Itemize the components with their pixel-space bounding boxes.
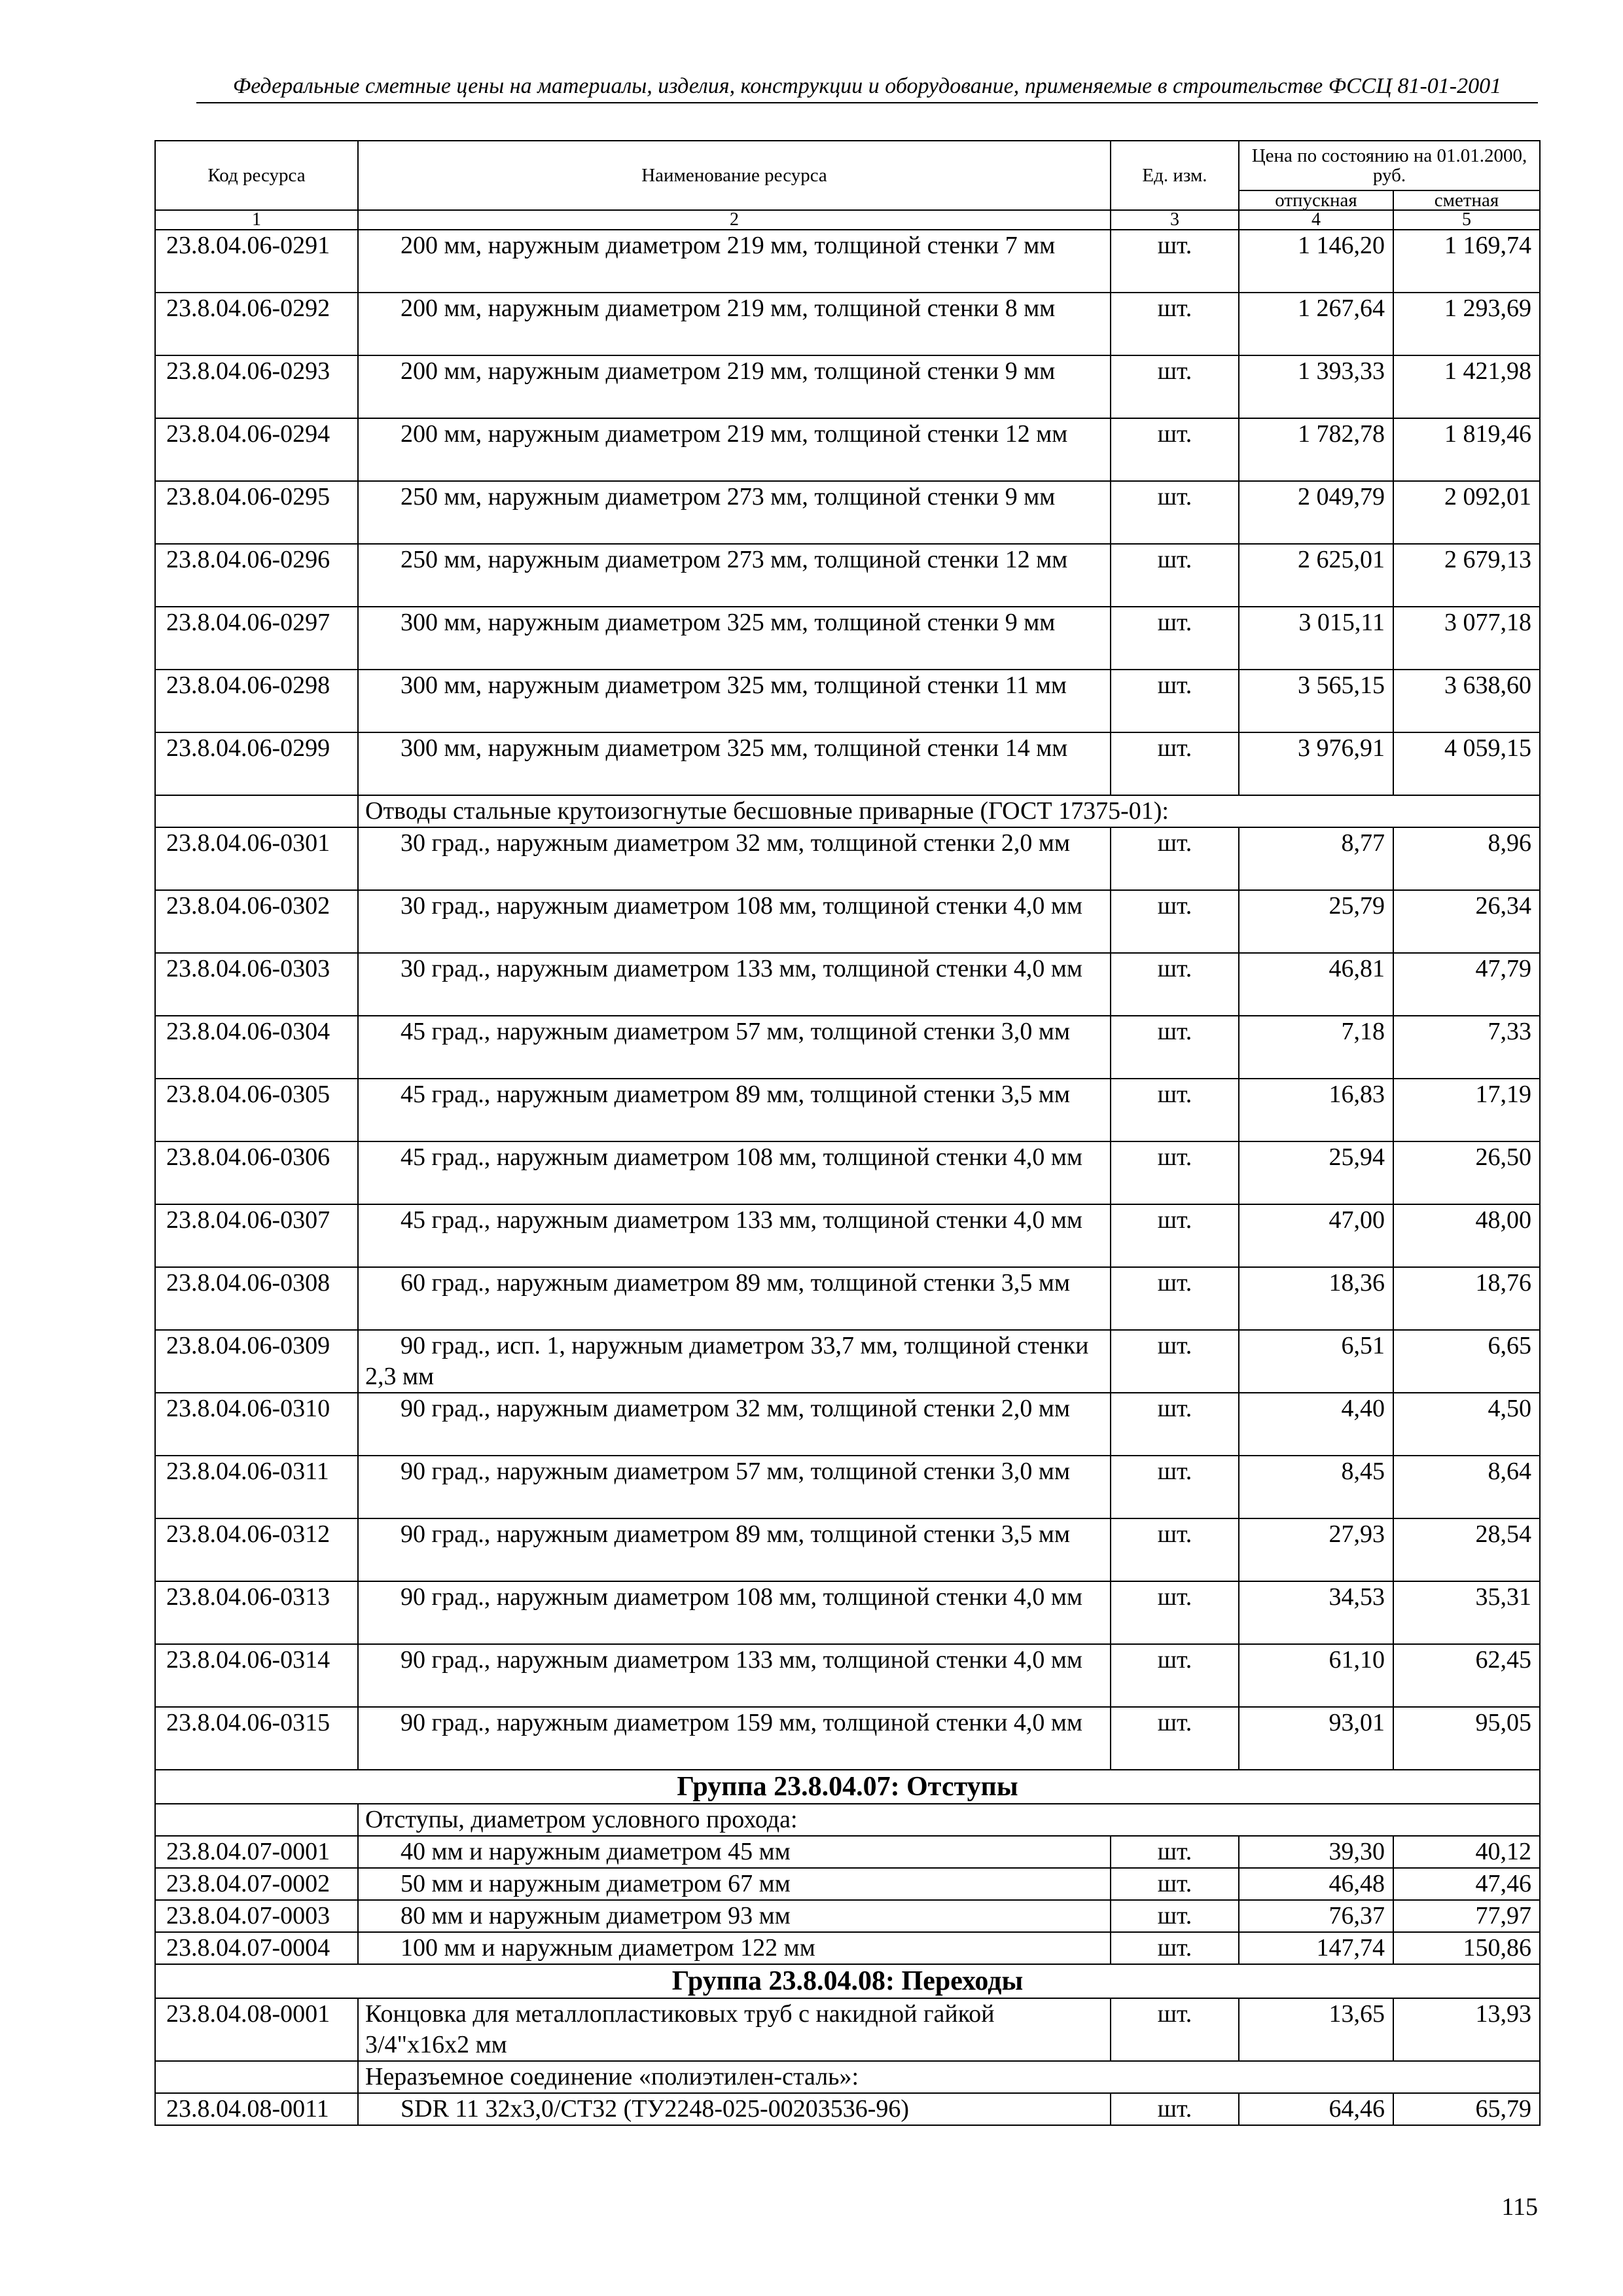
unit-of-measure: шт. xyxy=(1111,544,1239,607)
release-price: 61,10 xyxy=(1239,1644,1393,1707)
unit-of-measure: шт. xyxy=(1111,1707,1239,1770)
resource-code: 23.8.04.08-0001 xyxy=(155,1998,358,2061)
resource-code: 23.8.04.06-0293 xyxy=(155,355,358,418)
resource-name xyxy=(358,1141,1111,1204)
estimate-price: 48,00 xyxy=(1393,1204,1540,1267)
resource-code: 23.8.04.06-0311 xyxy=(155,1456,358,1518)
resource-name-text: 60 град., наружным диаметром 89 мм, толщиной стенки 3,5 мм xyxy=(401,1269,1070,1297)
section-row xyxy=(155,2061,1540,2093)
table-row xyxy=(155,1581,1540,1644)
resource-code: 23.8.04.06-0296 xyxy=(155,544,358,607)
resource-name xyxy=(358,1900,1111,1932)
resource-name-text: 90 град., наружным диаметром 159 мм, толщиной стенки 4,0 мм xyxy=(401,1709,1082,1736)
group-title: Группа 23.8.04.07: Отступы xyxy=(155,1770,1540,1804)
group-row xyxy=(155,1964,1540,1998)
unit-of-measure: шт. xyxy=(1111,1518,1239,1581)
release-price: 25,79 xyxy=(1239,890,1393,953)
estimate-price: 8,96 xyxy=(1393,827,1540,890)
resource-name xyxy=(358,481,1111,544)
unit-of-measure: шт. xyxy=(1111,2093,1239,2125)
estimate-price: 2 092,01 xyxy=(1393,481,1540,544)
resource-name-text: 200 мм, наружным диаметром 219 мм, толщиной стенки 7 мм xyxy=(401,232,1056,259)
page-number: 115 xyxy=(1501,2193,1538,2221)
resource-name-text: 200 мм, наружным диаметром 219 мм, толщиной стенки 8 мм xyxy=(401,295,1056,322)
unit-of-measure: шт. xyxy=(1111,293,1239,355)
unit-of-measure: шт. xyxy=(1111,953,1239,1016)
resource-code: 23.8.04.06-0291 xyxy=(155,230,358,293)
unit-of-measure: шт. xyxy=(1111,1932,1239,1964)
resource-code: 23.8.04.07-0004 xyxy=(155,1932,358,1964)
resource-code: 23.8.04.06-0306 xyxy=(155,1141,358,1204)
release-price: 47,00 xyxy=(1239,1204,1393,1267)
table-row xyxy=(155,230,1540,293)
header-price-release: отпускная xyxy=(1239,190,1393,210)
table-row xyxy=(155,827,1540,890)
estimate-price: 65,79 xyxy=(1393,2093,1540,2125)
resource-name-text: 45 град., наружным диаметром 57 мм, толщиной стенки 3,0 мм xyxy=(401,1018,1070,1045)
resource-name xyxy=(358,953,1111,1016)
release-price: 6,51 xyxy=(1239,1330,1393,1393)
column-number-row xyxy=(155,210,1540,230)
unit-of-measure: шт. xyxy=(1111,732,1239,795)
resource-name-text: 100 мм и наружным диаметром 122 мм xyxy=(401,1934,815,1962)
resource-name xyxy=(358,1204,1111,1267)
resource-code: 23.8.04.06-0313 xyxy=(155,1581,358,1644)
column-number: 1 xyxy=(155,210,358,230)
resource-code: 23.8.04.07-0003 xyxy=(155,1900,358,1932)
release-price: 25,94 xyxy=(1239,1141,1393,1204)
resource-name-text: 300 мм, наружным диаметром 325 мм, толщиной стенки 9 мм xyxy=(401,609,1056,636)
estimate-price: 35,31 xyxy=(1393,1581,1540,1644)
price-table xyxy=(154,140,1541,2126)
section-row xyxy=(155,795,1540,827)
estimate-price: 40,12 xyxy=(1393,1836,1540,1868)
unit-of-measure: шт. xyxy=(1111,355,1239,418)
resource-name-text: 40 мм и наружным диаметром 45 мм xyxy=(401,1838,791,1865)
estimate-price: 1 169,74 xyxy=(1393,230,1540,293)
resource-name xyxy=(358,1330,1111,1393)
table-row xyxy=(155,481,1540,544)
release-price: 147,74 xyxy=(1239,1932,1393,1964)
resource-name xyxy=(358,1707,1111,1770)
estimate-price: 77,97 xyxy=(1393,1900,1540,1932)
table-row xyxy=(155,670,1540,732)
release-price: 46,48 xyxy=(1239,1868,1393,1900)
unit-of-measure: шт. xyxy=(1111,1644,1239,1707)
group-row xyxy=(155,1770,1540,1804)
release-price: 34,53 xyxy=(1239,1581,1393,1644)
release-price: 1 393,33 xyxy=(1239,355,1393,418)
estimate-price: 18,76 xyxy=(1393,1267,1540,1330)
resource-name xyxy=(358,1998,1111,2061)
resource-name xyxy=(358,890,1111,953)
resource-name-text: 300 мм, наружным диаметром 325 мм, толщиной стенки 14 мм xyxy=(401,734,1068,762)
unit-of-measure: шт. xyxy=(1111,1204,1239,1267)
header-price-estimate: сметная xyxy=(1393,190,1540,210)
section-title: Отводы стальные крутоизогнутые бесшовные приварные (ГОСТ 17375-01): xyxy=(358,795,1540,827)
section-title: Неразъемное соединение «полиэтилен-сталь»: xyxy=(358,2061,1540,2093)
header-name: Наименование ресурса xyxy=(358,141,1111,210)
unit-of-measure: шт. xyxy=(1111,670,1239,732)
release-price: 39,30 xyxy=(1239,1836,1393,1868)
resource-name-text: 45 град., наружным диаметром 108 мм, толщиной стенки 4,0 мм xyxy=(401,1143,1082,1171)
release-price: 93,01 xyxy=(1239,1707,1393,1770)
table-row xyxy=(155,1393,1540,1456)
table-row xyxy=(155,1868,1540,1900)
resource-code: 23.8.04.07-0001 xyxy=(155,1836,358,1868)
resource-code: 23.8.04.06-0295 xyxy=(155,481,358,544)
resource-name-text: 90 град., наружным диаметром 32 мм, толщиной стенки 2,0 мм xyxy=(401,1395,1070,1422)
resource-name-text: 90 град., наружным диаметром 108 мм, толщиной стенки 4,0 мм xyxy=(401,1583,1082,1611)
release-price: 1 782,78 xyxy=(1239,418,1393,481)
table-row xyxy=(155,732,1540,795)
release-price: 8,77 xyxy=(1239,827,1393,890)
unit-of-measure: шт. xyxy=(1111,607,1239,670)
estimate-price: 3 638,60 xyxy=(1393,670,1540,732)
estimate-price: 47,46 xyxy=(1393,1868,1540,1900)
release-price: 13,65 xyxy=(1239,1998,1393,2061)
resource-name-text: SDR 11 32х3,0/СТ32 (ТУ2248-025-00203536-96) xyxy=(401,2095,910,2123)
resource-name xyxy=(358,230,1111,293)
unit-of-measure: шт. xyxy=(1111,1900,1239,1932)
resource-name xyxy=(358,1456,1111,1518)
column-number: 5 xyxy=(1393,210,1540,230)
resource-name-text: 300 мм, наружным диаметром 325 мм, толщиной стенки 11 мм xyxy=(401,672,1067,699)
estimate-price: 4,50 xyxy=(1393,1393,1540,1456)
estimate-price: 8,64 xyxy=(1393,1456,1540,1518)
resource-name xyxy=(358,1581,1111,1644)
unit-of-measure: шт. xyxy=(1111,1141,1239,1204)
section-title: Отступы, диаметром условного прохода: xyxy=(358,1804,1540,1836)
unit-of-measure: шт. xyxy=(1111,1581,1239,1644)
resource-code: 23.8.04.06-0292 xyxy=(155,293,358,355)
resource-code: 23.8.04.06-0294 xyxy=(155,418,358,481)
release-price: 46,81 xyxy=(1239,953,1393,1016)
resource-name-text: 45 град., наружным диаметром 133 мм, толщиной стенки 4,0 мм xyxy=(401,1206,1082,1234)
estimate-price: 2 679,13 xyxy=(1393,544,1540,607)
release-price: 2 625,01 xyxy=(1239,544,1393,607)
table-row xyxy=(155,607,1540,670)
resource-code: 23.8.04.06-0298 xyxy=(155,670,358,732)
table-row xyxy=(155,1836,1540,1868)
resource-code: 23.8.04.06-0307 xyxy=(155,1204,358,1267)
release-price: 76,37 xyxy=(1239,1900,1393,1932)
unit-of-measure: шт. xyxy=(1111,1079,1239,1141)
estimate-price: 47,79 xyxy=(1393,953,1540,1016)
table-row xyxy=(155,1016,1540,1079)
header-price-group: Цена по состоянию на 01.01.2000, руб. xyxy=(1239,141,1540,190)
release-price: 27,93 xyxy=(1239,1518,1393,1581)
release-price: 3 976,91 xyxy=(1239,732,1393,795)
estimate-price: 26,50 xyxy=(1393,1141,1540,1204)
section-code-cell xyxy=(155,1804,358,1836)
estimate-price: 26,34 xyxy=(1393,890,1540,953)
table-row xyxy=(155,1204,1540,1267)
resource-name xyxy=(358,827,1111,890)
section-code-cell xyxy=(155,795,358,827)
resource-name-text: 30 град., наружным диаметром 32 мм, толщиной стенки 2,0 мм xyxy=(401,829,1070,857)
release-price: 3 565,15 xyxy=(1239,670,1393,732)
table-row xyxy=(155,1518,1540,1581)
table-row xyxy=(155,1998,1540,2061)
release-price: 1 267,64 xyxy=(1239,293,1393,355)
resource-name xyxy=(358,1267,1111,1330)
estimate-price: 17,19 xyxy=(1393,1079,1540,1141)
unit-of-measure: шт. xyxy=(1111,1836,1239,1868)
resource-name-text: 30 град., наружным диаметром 108 мм, толщиной стенки 4,0 мм xyxy=(401,892,1082,920)
unit-of-measure: шт. xyxy=(1111,1016,1239,1079)
header-code: Код ресурса xyxy=(155,141,358,210)
resource-name xyxy=(358,1016,1111,1079)
release-price: 7,18 xyxy=(1239,1016,1393,1079)
resource-name xyxy=(358,1836,1111,1868)
table-row xyxy=(155,1141,1540,1204)
table-row xyxy=(155,1644,1540,1707)
resource-code: 23.8.04.06-0315 xyxy=(155,1707,358,1770)
resource-name-text: 80 мм и наружным диаметром 93 мм xyxy=(401,1902,791,1929)
resource-name xyxy=(358,355,1111,418)
table-row xyxy=(155,418,1540,481)
resource-name xyxy=(358,607,1111,670)
resource-name-text: 200 мм, наружным диаметром 219 мм, толщиной стенки 12 мм xyxy=(401,420,1068,448)
resource-name-text: 90 град., наружным диаметром 57 мм, толщиной стенки 3,0 мм xyxy=(401,1458,1070,1485)
table-row xyxy=(155,1932,1540,1964)
resource-code: 23.8.04.06-0314 xyxy=(155,1644,358,1707)
resource-name xyxy=(358,1393,1111,1456)
resource-code: 23.8.04.06-0309 xyxy=(155,1330,358,1393)
estimate-price: 1 819,46 xyxy=(1393,418,1540,481)
release-price: 2 049,79 xyxy=(1239,481,1393,544)
estimate-price: 1 421,98 xyxy=(1393,355,1540,418)
resource-name-text: 90 град., наружным диаметром 133 мм, толщиной стенки 4,0 мм xyxy=(401,1646,1082,1674)
resource-code: 23.8.04.06-0303 xyxy=(155,953,358,1016)
table-row xyxy=(155,1079,1540,1141)
resource-name xyxy=(358,1932,1111,1964)
resource-code: 23.8.04.06-0310 xyxy=(155,1393,358,1456)
release-price: 1 146,20 xyxy=(1239,230,1393,293)
table-row xyxy=(155,953,1540,1016)
unit-of-measure: шт. xyxy=(1111,1868,1239,1900)
resource-code: 23.8.04.06-0305 xyxy=(155,1079,358,1141)
resource-code: 23.8.04.06-0308 xyxy=(155,1267,358,1330)
resource-name xyxy=(358,293,1111,355)
resource-name xyxy=(358,1644,1111,1707)
column-number: 2 xyxy=(358,210,1111,230)
estimate-price: 6,65 xyxy=(1393,1330,1540,1393)
table-row xyxy=(155,293,1540,355)
header-unit: Ед. изм. xyxy=(1111,141,1239,210)
table-row xyxy=(155,544,1540,607)
table-row xyxy=(155,355,1540,418)
section-row xyxy=(155,1804,1540,1836)
unit-of-measure: шт. xyxy=(1111,481,1239,544)
resource-code: 23.8.04.06-0304 xyxy=(155,1016,358,1079)
resource-name xyxy=(358,1518,1111,1581)
resource-name-text: 45 град., наружным диаметром 89 мм, толщиной стенки 3,5 мм xyxy=(401,1081,1070,1108)
resource-name-text: 250 мм, наружным диаметром 273 мм, толщиной стенки 12 мм xyxy=(401,546,1068,573)
group-title: Группа 23.8.04.08: Переходы xyxy=(155,1964,1540,1998)
resource-name xyxy=(358,732,1111,795)
resource-code: 23.8.04.07-0002 xyxy=(155,1868,358,1900)
estimate-price: 7,33 xyxy=(1393,1016,1540,1079)
estimate-price: 150,86 xyxy=(1393,1932,1540,1964)
release-price: 64,46 xyxy=(1239,2093,1393,2125)
unit-of-measure: шт. xyxy=(1111,1998,1239,2061)
estimate-price: 62,45 xyxy=(1393,1644,1540,1707)
unit-of-measure: шт. xyxy=(1111,890,1239,953)
table-row xyxy=(155,1267,1540,1330)
resource-name-text: 200 мм, наружным диаметром 219 мм, толщиной стенки 9 мм xyxy=(401,357,1056,385)
unit-of-measure: шт. xyxy=(1111,1267,1239,1330)
resource-name-text: 50 мм и наружным диаметром 67 мм xyxy=(401,1870,791,1897)
resource-name xyxy=(358,1079,1111,1141)
release-price: 16,83 xyxy=(1239,1079,1393,1141)
table-row xyxy=(155,1707,1540,1770)
column-number: 3 xyxy=(1111,210,1239,230)
release-price: 8,45 xyxy=(1239,1456,1393,1518)
resource-code: 23.8.04.08-0011 xyxy=(155,2093,358,2125)
resource-name xyxy=(358,544,1111,607)
column-number: 4 xyxy=(1239,210,1393,230)
estimate-price: 4 059,15 xyxy=(1393,732,1540,795)
unit-of-measure: шт. xyxy=(1111,230,1239,293)
resource-name-text: 90 град., исп. 1, наружным диаметром 33,7 мм, толщиной стенки 2,3 мм xyxy=(365,1332,1089,1390)
table-row xyxy=(155,1900,1540,1932)
resource-code: 23.8.04.06-0299 xyxy=(155,732,358,795)
unit-of-measure: шт. xyxy=(1111,418,1239,481)
resource-name xyxy=(358,1868,1111,1900)
resource-code: 23.8.04.06-0302 xyxy=(155,890,358,953)
release-price: 18,36 xyxy=(1239,1267,1393,1330)
resource-name xyxy=(358,418,1111,481)
header-rule xyxy=(196,102,1538,103)
resource-code: 23.8.04.06-0297 xyxy=(155,607,358,670)
resource-name-text: 250 мм, наружным диаметром 273 мм, толщиной стенки 9 мм xyxy=(401,483,1056,511)
resource-name xyxy=(358,670,1111,732)
estimate-price: 28,54 xyxy=(1393,1518,1540,1581)
resource-name-text: Концовка для металлопластиковых труб с накидной гайкой 3/4"х16х2 мм xyxy=(365,2000,995,2058)
table-body xyxy=(155,230,1540,2125)
estimate-price: 95,05 xyxy=(1393,1707,1540,1770)
table-row xyxy=(155,2093,1540,2125)
table-row xyxy=(155,890,1540,953)
resource-name-text: 90 град., наружным диаметром 89 мм, толщиной стенки 3,5 мм xyxy=(401,1520,1070,1548)
unit-of-measure: шт. xyxy=(1111,1456,1239,1518)
table-row xyxy=(155,1330,1540,1393)
unit-of-measure: шт. xyxy=(1111,827,1239,890)
section-code-cell xyxy=(155,2061,358,2093)
resource-code: 23.8.04.06-0312 xyxy=(155,1518,358,1581)
resource-code: 23.8.04.06-0301 xyxy=(155,827,358,890)
resource-name xyxy=(358,2093,1111,2125)
estimate-price: 3 077,18 xyxy=(1393,607,1540,670)
release-price: 4,40 xyxy=(1239,1393,1393,1456)
running-header: Федеральные сметные цены на материалы, изделия, конструкции и оборудование, применяемые в строительстве ФССЦ 81-01-2001 xyxy=(232,74,1502,98)
estimate-price: 1 293,69 xyxy=(1393,293,1540,355)
release-price: 3 015,11 xyxy=(1239,607,1393,670)
table-row xyxy=(155,1456,1540,1518)
unit-of-measure: шт. xyxy=(1111,1330,1239,1393)
unit-of-measure: шт. xyxy=(1111,1393,1239,1456)
resource-name-text: 30 град., наружным диаметром 133 мм, толщиной стенки 4,0 мм xyxy=(401,955,1082,982)
estimate-price: 13,93 xyxy=(1393,1998,1540,2061)
